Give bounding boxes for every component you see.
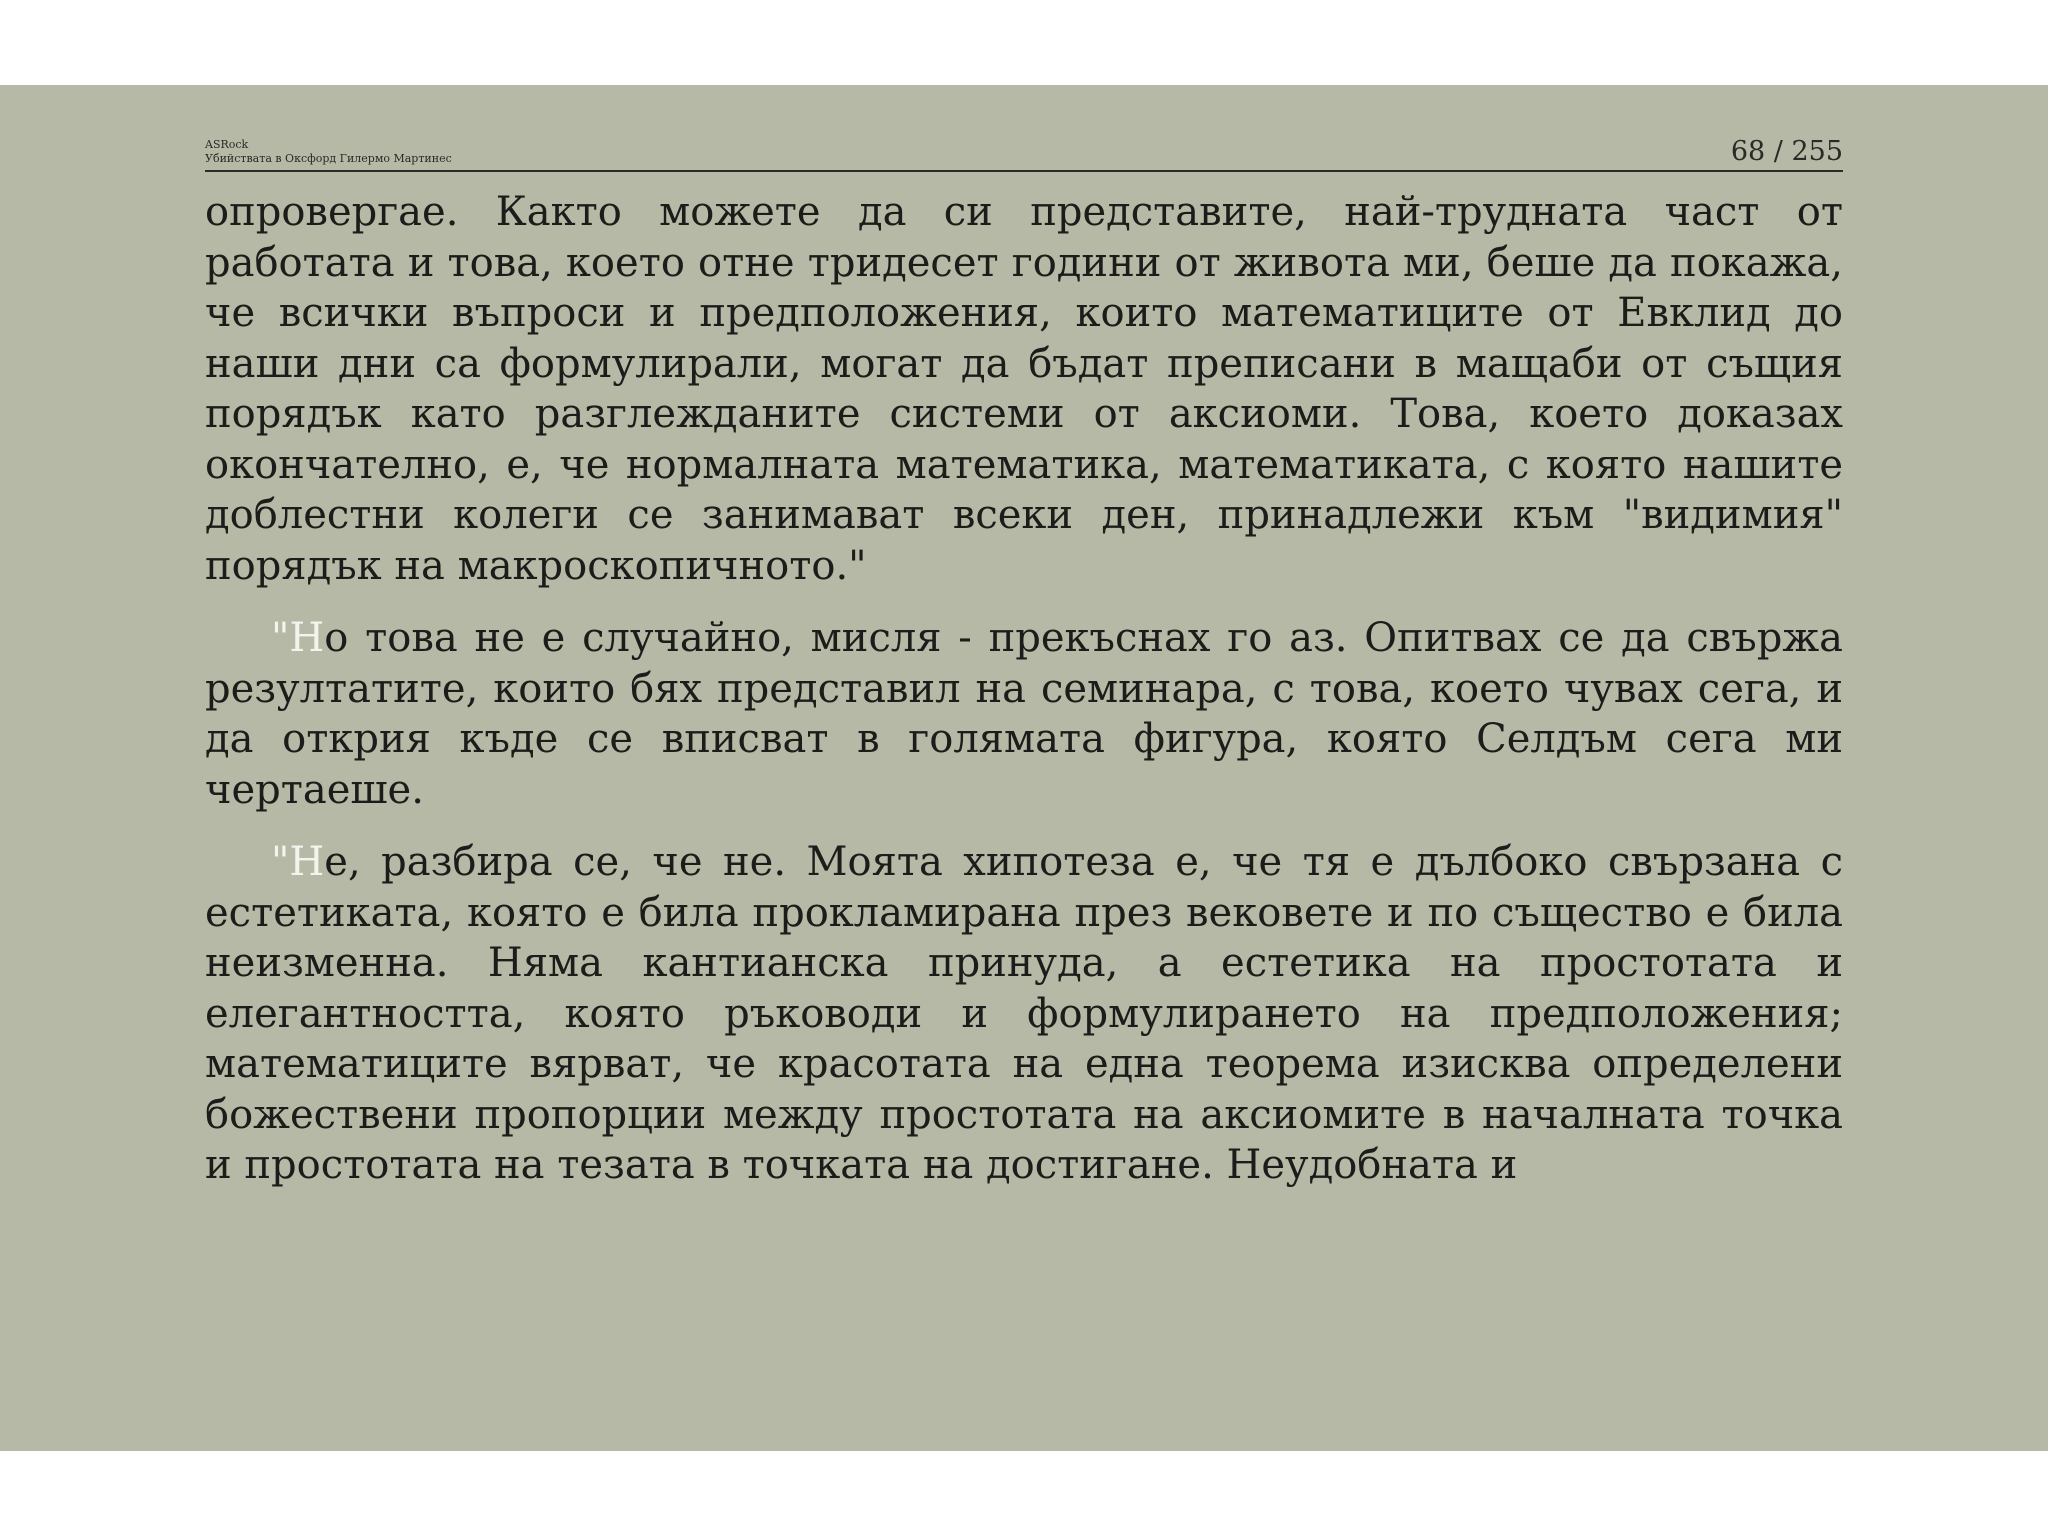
paragraph-3-text: е, разбира се, че не. Моята хипотеза е, че тя е дълбоко свързана с естетиката, която е била прокламирана през вековете и по същество е била неизменна. Няма кантианска принуда, а естетика на простотата и елегантността, която ръководи и формулирането на предположения; математиците вярват, че красотата на една теорема изисква определени божествени пропорции между простотата на аксиомите в началната точка и простотата на тезата в точката на достигане. Неудобната и xyxy=(205,839,1843,1188)
paragraph-3-lead: "Н xyxy=(271,839,325,885)
app-name: ASRock xyxy=(205,138,249,151)
book-text xyxy=(205,187,1843,1191)
paragraph-2-lead: "Н xyxy=(271,615,325,661)
page-counter: 68 / 255 xyxy=(1730,136,1843,167)
header-divider xyxy=(205,170,1843,172)
paragraph-2 xyxy=(205,613,1843,815)
paragraph-2-text: о това не е случайно, мисля - прекъснах го аз. Опитвах се да свържа резултатите, които бях представил на семинара, с това, което чувах сега, и да открия къде се вписват в голямата фигура, която Селдъм сега ми чертаеше. xyxy=(205,615,1843,813)
paragraph-3 xyxy=(205,837,1843,1191)
paragraph-1-text: опровергае. Както можете да си представите, най-трудната част от работата и това, което отне тридесет години от живота ми, беше да покажа, че всички въпроси и предположения, които математиците от Евклид до наши дни са формулирали, могат да бъдат преписани в мащаби от същия порядък като разглежданите системи от аксиоми. Това, което доказах окончателно, е, че нормалната математика, математиката, с която нашите доблестни колеги се занимават всеки ден, принадлежи към "видимия" порядък на макроскопичното." xyxy=(205,189,1843,589)
book-title: Убийствата в Оксфорд Гилермо Мартинес xyxy=(205,152,452,165)
header-meta xyxy=(205,138,452,166)
paragraph-1 xyxy=(205,187,1843,591)
